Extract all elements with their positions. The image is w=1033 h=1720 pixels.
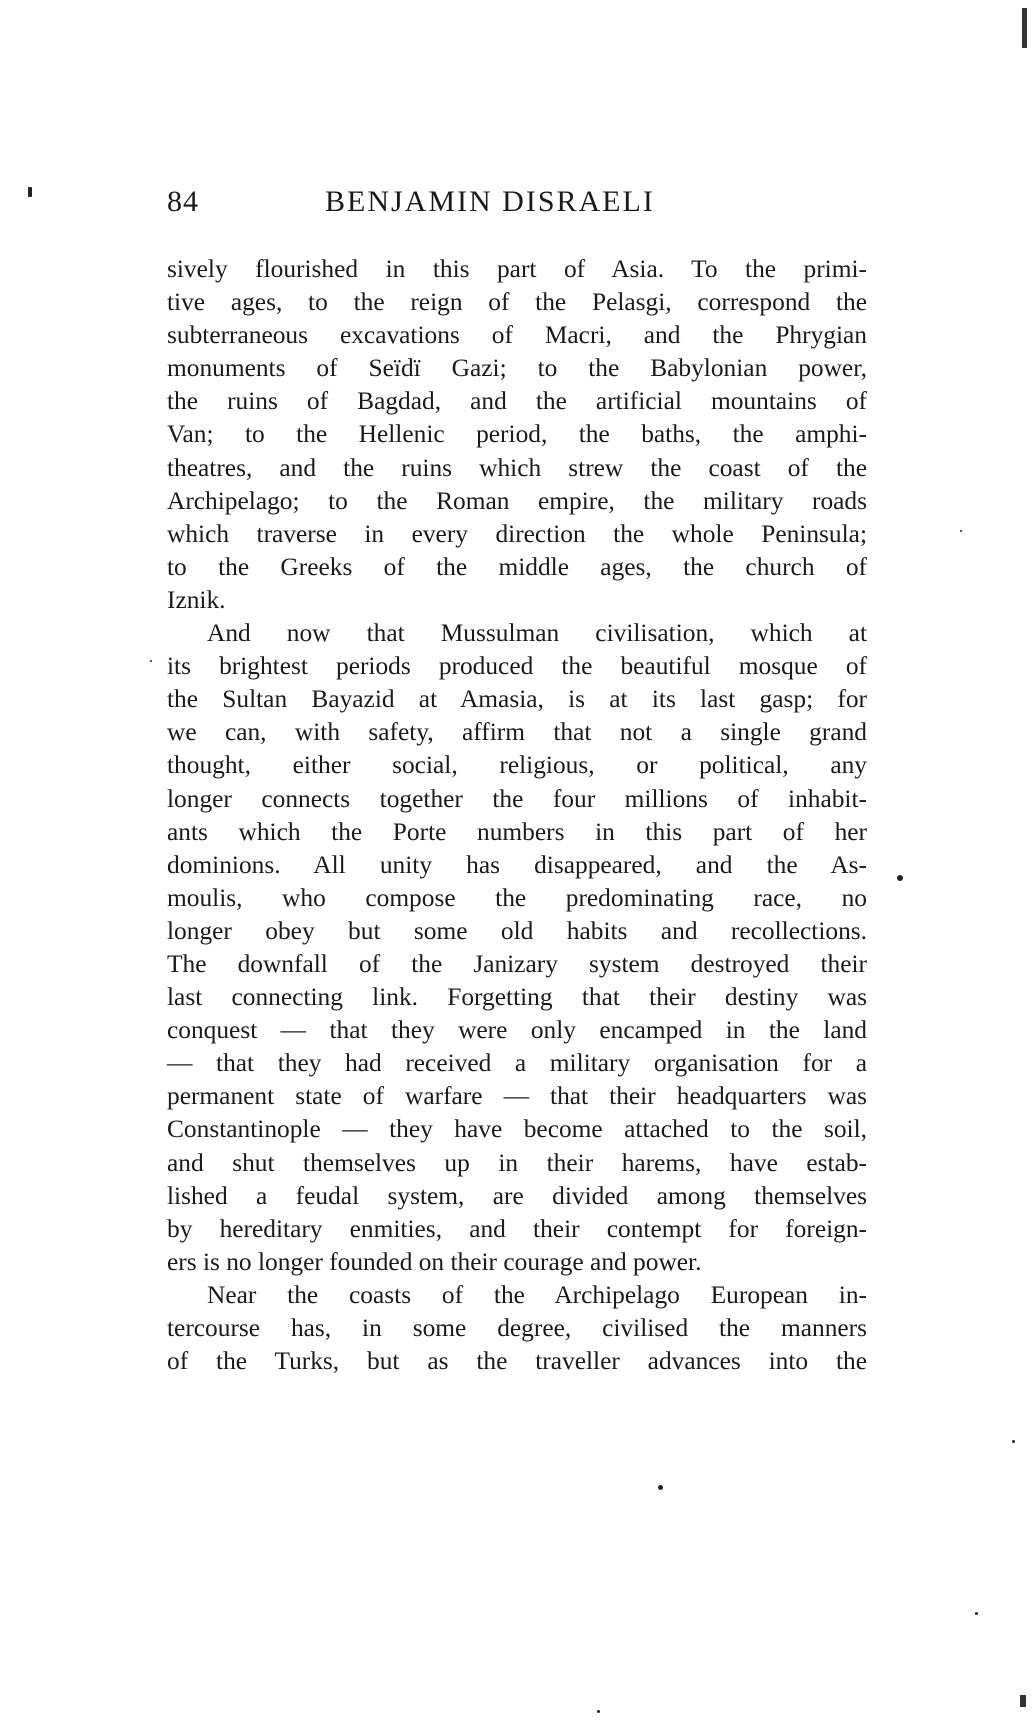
scan-speck — [150, 660, 152, 662]
text-line: by hereditary enmities, and their contempt for foreign- — [167, 1214, 867, 1243]
text-line: Constantinople — they have become attached to the soil, — [167, 1115, 867, 1144]
text-line: last connecting link. Forgetting that their destiny was — [167, 983, 867, 1012]
paragraph-start-line: And now that Mussulman civilisation, which at — [207, 619, 867, 648]
text-line: monuments of Seïdï Gazi; to the Babylonian power, — [167, 354, 867, 383]
paragraph-start-line: Near the coasts of the Archipelago European in- — [207, 1280, 867, 1309]
scan-speck — [897, 875, 903, 881]
text-line: longer connects together the four millions of inhabit- — [167, 784, 867, 813]
scan-speck — [960, 530, 962, 532]
text-line: Archipelago; to the Roman empire, the military roads — [167, 486, 867, 515]
text-line: the ruins of Bagdad, and the artificial mountains of — [167, 387, 867, 416]
text-line: of the Turks, but as the traveller advances into the — [167, 1347, 867, 1376]
text-line: longer obey but some old habits and recollections. — [167, 916, 867, 945]
text-line: conquest — that they were only encamped in the land — [167, 1016, 867, 1045]
text-line: sively flourished in this part of Asia. To the primi- — [167, 255, 867, 283]
text-line: and shut themselves up in their harems, have estab- — [167, 1148, 867, 1177]
scan-speck — [658, 1485, 663, 1490]
scan-speck — [597, 1710, 600, 1713]
text-line: its brightest periods produced the beautiful mosque of — [167, 652, 867, 681]
scan-edge-mark — [1022, 8, 1027, 48]
text-line: — that they had received a military organisation for a — [167, 1049, 867, 1078]
text-line: Van; to the Hellenic period, the baths, the amphi- — [167, 420, 867, 449]
running-title: BENJAMIN DISRAELI — [325, 185, 655, 218]
text-line: to the Greeks of the middle ages, the church of — [167, 552, 867, 581]
page-number: 84 — [167, 185, 199, 218]
text-line: which traverse in every direction the whole Peninsula; — [167, 519, 867, 548]
text-line: we can, with safety, affirm that not a single grand — [167, 718, 867, 747]
text-line: the Sultan Bayazid at Amasia, is at its last gasp; for — [167, 685, 867, 714]
scan-speck — [1012, 1440, 1015, 1443]
scan-speck — [28, 187, 32, 197]
text-line: dominions. All unity has disappeared, and the As- — [167, 850, 867, 879]
text-line: ers is no longer founded on their courage and power. — [167, 1247, 702, 1276]
text-line: permanent state of warfare — that their headquarters was — [167, 1082, 867, 1111]
text-line: Iznik. — [167, 585, 226, 614]
scan-speck — [975, 1612, 978, 1615]
text-line: ants which the Porte numbers in this part of her — [167, 817, 867, 846]
text-line: moulis, who compose the predominating race, no — [167, 883, 867, 912]
scan-edge-mark — [1020, 1695, 1026, 1707]
text-line: tive ages, to the reign of the Pelasgi, correspond the — [167, 288, 867, 317]
text-line: theatres, and the ruins which strew the coast of the — [167, 453, 867, 482]
text-line: subterraneous excavations of Macri, and the Phrygian — [167, 321, 867, 350]
text-line: thought, either social, religious, or political, any — [167, 751, 867, 780]
text-line: The downfall of the Janizary system destroyed their — [167, 949, 867, 978]
body-text — [167, 253, 867, 1378]
text-line: tercourse has, in some degree, civilised the manners — [167, 1314, 867, 1342]
text-line: lished a feudal system, are divided among themselves — [167, 1181, 867, 1210]
page-header — [167, 185, 867, 235]
